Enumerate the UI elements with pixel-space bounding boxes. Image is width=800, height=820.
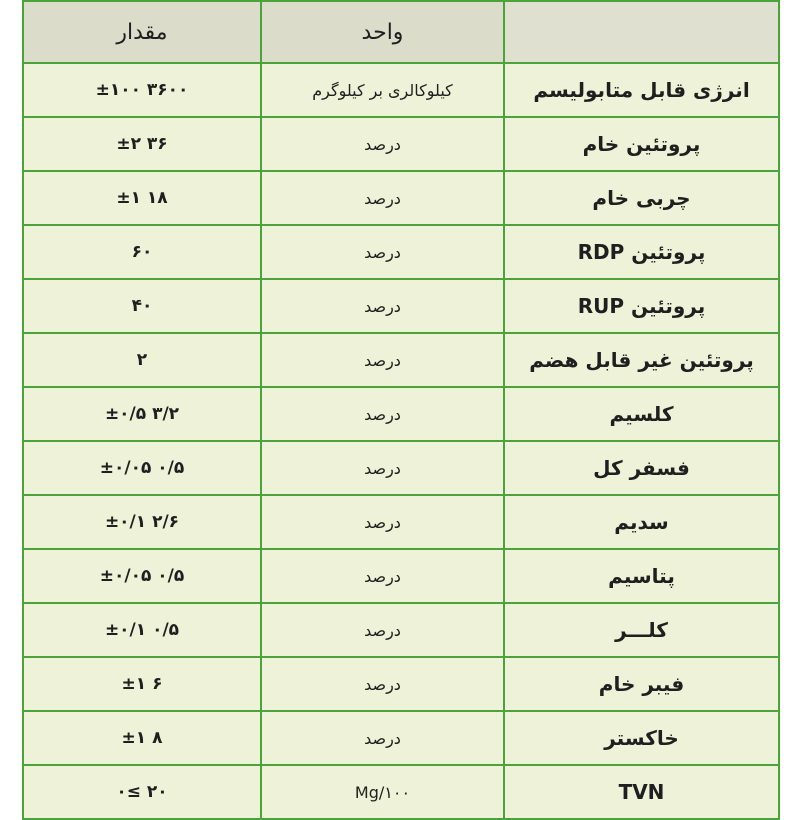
- row-unit: Mg/۱۰۰: [261, 765, 504, 819]
- row-value: ۳۶۰۰ ±۱۰۰: [23, 63, 261, 117]
- row-unit: درصد: [261, 171, 504, 225]
- row-value: ۸ ±۱: [23, 711, 261, 765]
- row-unit: درصد: [261, 279, 504, 333]
- row-value: ۲: [23, 333, 261, 387]
- table-row: [23, 495, 779, 549]
- table-row: [23, 711, 779, 765]
- row-name: فیبر خام: [504, 657, 779, 711]
- row-value: ۰/۵ ±۰/۱: [23, 603, 261, 657]
- name-column-header: [504, 1, 779, 63]
- row-value: ۶۰: [23, 225, 261, 279]
- row-value: ۲۰ ≥۰: [23, 765, 261, 819]
- unit-column-header: واحد: [261, 1, 504, 63]
- row-name: پروتئین خام: [504, 117, 779, 171]
- row-value: ۱۸ ±۱: [23, 171, 261, 225]
- table-row: [23, 657, 779, 711]
- row-name: پتاسیم: [504, 549, 779, 603]
- row-name: خاکستر: [504, 711, 779, 765]
- row-value: ۴۰: [23, 279, 261, 333]
- row-name: پروتئین غیر قابل هضم: [504, 333, 779, 387]
- row-name: TVN: [504, 765, 779, 819]
- table-row: [23, 225, 779, 279]
- table-row: [23, 603, 779, 657]
- row-value: ۲/۶ ±۰/۱: [23, 495, 261, 549]
- row-value: ۰/۵ ±۰/۰۵: [23, 441, 261, 495]
- row-name: کلـــر: [504, 603, 779, 657]
- row-name: سدیم: [504, 495, 779, 549]
- table-row: [23, 171, 779, 225]
- row-unit: درصد: [261, 387, 504, 441]
- table-row: [23, 63, 779, 117]
- row-unit: درصد: [261, 657, 504, 711]
- nutrition-table: [22, 0, 780, 820]
- table-header-row: [23, 1, 779, 63]
- table-row: [23, 441, 779, 495]
- row-unit: درصد: [261, 333, 504, 387]
- row-value: ۶ ±۱: [23, 657, 261, 711]
- row-unit: درصد: [261, 441, 504, 495]
- row-value: ۳۶ ±۲: [23, 117, 261, 171]
- row-value: ۳/۲ ±۰/۵: [23, 387, 261, 441]
- table-row: [23, 117, 779, 171]
- row-name: فسفر کل: [504, 441, 779, 495]
- row-unit: درصد: [261, 495, 504, 549]
- row-unit: درصد: [261, 225, 504, 279]
- row-name: پروتئین RUP: [504, 279, 779, 333]
- row-name: انرژی قابل متابولیسم: [504, 63, 779, 117]
- table-row: [23, 549, 779, 603]
- row-unit: درصد: [261, 603, 504, 657]
- table-container: [22, 0, 778, 804]
- value-column-header: مقدار: [23, 1, 261, 63]
- row-value: ۰/۵ ±۰/۰۵: [23, 549, 261, 603]
- row-unit: کیلوکالری بر کیلوگرم: [261, 63, 504, 117]
- table-row: [23, 333, 779, 387]
- row-unit: درصد: [261, 117, 504, 171]
- row-name: کلسیم: [504, 387, 779, 441]
- row-unit: درصد: [261, 549, 504, 603]
- table-row: [23, 387, 779, 441]
- row-name: پروتئین RDP: [504, 225, 779, 279]
- table-row: [23, 765, 779, 819]
- row-name: چربی خام: [504, 171, 779, 225]
- table-row: [23, 279, 779, 333]
- row-unit: درصد: [261, 711, 504, 765]
- table-body: [23, 63, 779, 819]
